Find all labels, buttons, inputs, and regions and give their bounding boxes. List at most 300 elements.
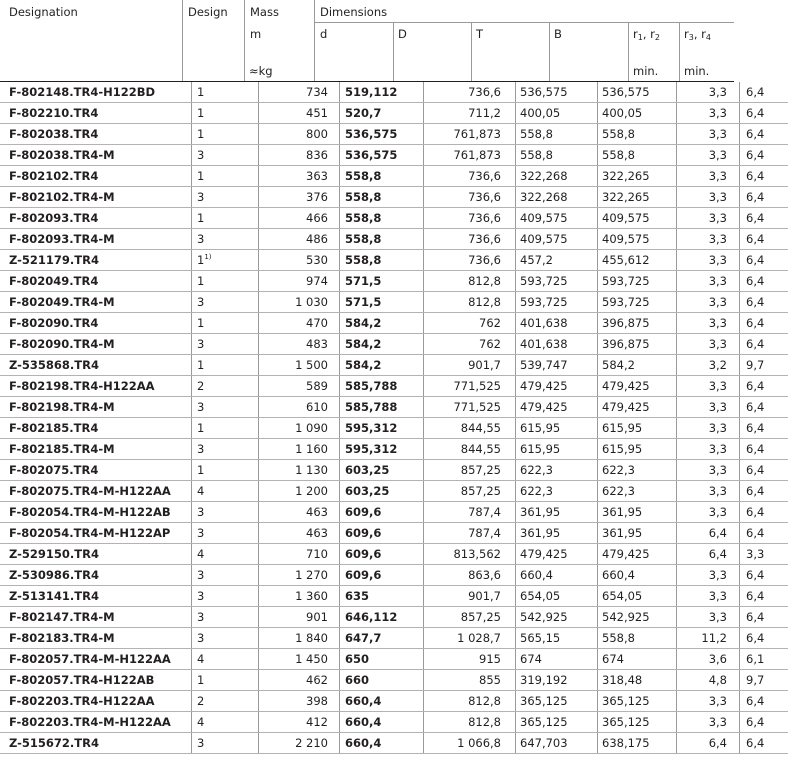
- bore-d-cell: 635: [340, 586, 424, 607]
- r1-r2-cell: 6,4: [677, 544, 740, 565]
- r1-r2-cell: 3,3: [677, 82, 740, 103]
- header-d: d: [320, 27, 328, 41]
- width-T-cell: 674: [516, 649, 598, 670]
- width-B-cell: 396,875: [598, 334, 677, 355]
- r1-r2-cell: 3,3: [677, 334, 740, 355]
- header-divider: [244, 0, 245, 82]
- design-cell: 4: [192, 649, 259, 670]
- designation-cell: F-802148.TR4-H122BD: [0, 82, 192, 103]
- r3-r4-cell: 6,4: [740, 418, 788, 439]
- mass-cell: 710: [259, 544, 340, 565]
- designation-cell: F-802102.TR4-M: [0, 187, 192, 208]
- width-T-cell: 479,425: [516, 544, 598, 565]
- outer-D-cell: 787,4: [424, 502, 516, 523]
- r1-r2-cell: 3,3: [677, 376, 740, 397]
- design-cell: 3: [192, 523, 259, 544]
- r1-r2-cell: 3,3: [677, 712, 740, 733]
- r1-r2-cell: 3,3: [677, 166, 740, 187]
- table-row: [0, 607, 788, 628]
- width-B-cell: 322,265: [598, 166, 677, 187]
- mass-cell: 463: [259, 523, 340, 544]
- designation-cell: F-802198.TR4-M: [0, 397, 192, 418]
- width-B-cell: 593,725: [598, 292, 677, 313]
- mass-cell: 800: [259, 124, 340, 145]
- designation-cell: F-802093.TR4: [0, 208, 192, 229]
- table-row: [0, 565, 788, 586]
- r1-r2-cell: 3,3: [677, 607, 740, 628]
- r3-r4-cell: 6,4: [740, 397, 788, 418]
- r1-r2-cell: 3,3: [677, 250, 740, 271]
- width-B-cell: 536,575: [598, 82, 677, 103]
- mass-cell: 1 840: [259, 628, 340, 649]
- mass-cell: 974: [259, 271, 340, 292]
- r3-r4-cell: 6,4: [740, 292, 788, 313]
- width-T-cell: 622,3: [516, 481, 598, 502]
- outer-D-cell: 787,4: [424, 523, 516, 544]
- design-cell: 1: [192, 460, 259, 481]
- r3-r4-cell: 6,4: [740, 586, 788, 607]
- width-T-cell: 322,268: [516, 187, 598, 208]
- width-B-cell: 542,925: [598, 607, 677, 628]
- design-cell: 1: [192, 208, 259, 229]
- designation-cell: F-802054.TR4-M-H122AP: [0, 523, 192, 544]
- bore-d-cell: 660,4: [340, 733, 424, 754]
- r1-r2-cell: 3,3: [677, 145, 740, 166]
- width-T-cell: 479,425: [516, 397, 598, 418]
- design-cell: 2: [192, 691, 259, 712]
- designation-cell: F-802185.TR4-M: [0, 439, 192, 460]
- bearing-table: [0, 82, 788, 754]
- design-cell: 1: [192, 82, 259, 103]
- width-B-cell: 622,3: [598, 481, 677, 502]
- r3-r4-cell: 6,4: [740, 229, 788, 250]
- outer-D-cell: 1 028,7: [424, 628, 516, 649]
- bore-d-cell: 603,25: [340, 460, 424, 481]
- designation-cell: Z-530986.TR4: [0, 565, 192, 586]
- r1-r2-cell: 3,6: [677, 649, 740, 670]
- designation-cell: F-802147.TR4-M: [0, 607, 192, 628]
- mass-cell: 610: [259, 397, 340, 418]
- design-cell: 1: [192, 166, 259, 187]
- designation-cell: F-802183.TR4-M: [0, 628, 192, 649]
- bore-d-cell: 585,788: [340, 376, 424, 397]
- mass-cell: 466: [259, 208, 340, 229]
- r1-r2-cell: 3,3: [677, 124, 740, 145]
- mass-cell: 1 130: [259, 460, 340, 481]
- width-B-cell: 361,95: [598, 523, 677, 544]
- width-T-cell: 539,747: [516, 355, 598, 376]
- width-B-cell: 584,2: [598, 355, 677, 376]
- bore-d-cell: 558,8: [340, 166, 424, 187]
- mass-cell: 2 210: [259, 733, 340, 754]
- r3-r4-cell: 6,4: [740, 187, 788, 208]
- width-T-cell: 536,575: [516, 82, 598, 103]
- r3-r4-cell: 6,4: [740, 103, 788, 124]
- table-row: [0, 397, 788, 418]
- table-row: [0, 250, 788, 271]
- mass-cell: 836: [259, 145, 340, 166]
- designation-cell: F-802049.TR4-M: [0, 292, 192, 313]
- header-design: Design: [188, 5, 228, 19]
- r3-r4-cell: 6,4: [740, 460, 788, 481]
- outer-D-cell: 812,8: [424, 271, 516, 292]
- header-B: B: [554, 27, 562, 41]
- r3-r4-cell: 6,4: [740, 439, 788, 460]
- r1-r2-cell: 3,3: [677, 208, 740, 229]
- width-B-cell: 638,175: [598, 733, 677, 754]
- r3-r4-cell: 6,4: [740, 565, 788, 586]
- dimensions-rule: [314, 22, 734, 23]
- table-row: [0, 208, 788, 229]
- outer-D-cell: 863,6: [424, 565, 516, 586]
- r3-r4-cell: 6,4: [740, 334, 788, 355]
- width-B-cell: 558,8: [598, 628, 677, 649]
- r3-r4-cell: 6,4: [740, 523, 788, 544]
- outer-D-cell: 901,7: [424, 586, 516, 607]
- width-B-cell: 593,725: [598, 271, 677, 292]
- table-row: [0, 712, 788, 733]
- width-T-cell: 479,425: [516, 376, 598, 397]
- outer-D-cell: 857,25: [424, 460, 516, 481]
- mass-cell: 1 030: [259, 292, 340, 313]
- bore-d-cell: 609,6: [340, 502, 424, 523]
- designation-cell: F-802210.TR4: [0, 103, 192, 124]
- r3-r4-cell: 6,4: [740, 208, 788, 229]
- r3-r4-cell: 6,4: [740, 145, 788, 166]
- width-T-cell: 558,8: [516, 145, 598, 166]
- outer-D-cell: 762: [424, 313, 516, 334]
- header-r3-r4: $r_3$, $r_4$: [684, 27, 711, 42]
- bore-d-cell: 609,6: [340, 523, 424, 544]
- bore-d-cell: 660,4: [340, 691, 424, 712]
- designation-cell: F-802185.TR4: [0, 418, 192, 439]
- width-B-cell: 318,48: [598, 670, 677, 691]
- bore-d-cell: 585,788: [340, 397, 424, 418]
- r3-r4-cell: 6,4: [740, 712, 788, 733]
- design-cell: 3: [192, 397, 259, 418]
- design-cell: 3: [192, 145, 259, 166]
- header-min-r12: min.: [633, 64, 659, 78]
- bore-d-cell: 584,2: [340, 313, 424, 334]
- r3-r4-cell: 6,4: [740, 502, 788, 523]
- r1-r2-cell: 3,3: [677, 691, 740, 712]
- r1-r2-cell: 3,2: [677, 355, 740, 376]
- width-B-cell: 396,875: [598, 313, 677, 334]
- bore-d-cell: 558,8: [340, 187, 424, 208]
- table-row: [0, 544, 788, 565]
- bore-d-cell: 571,5: [340, 271, 424, 292]
- table-row: [0, 586, 788, 607]
- r1-r2-cell: 3,3: [677, 313, 740, 334]
- outer-D-cell: 915: [424, 649, 516, 670]
- outer-D-cell: 736,6: [424, 82, 516, 103]
- mass-cell: 483: [259, 334, 340, 355]
- width-T-cell: 457,2: [516, 250, 598, 271]
- outer-D-cell: 761,873: [424, 124, 516, 145]
- outer-D-cell: 762: [424, 334, 516, 355]
- r1-r2-cell: 3,3: [677, 418, 740, 439]
- mass-cell: 734: [259, 82, 340, 103]
- width-B-cell: 479,425: [598, 544, 677, 565]
- r1-r2-cell: 3,3: [677, 481, 740, 502]
- outer-D-cell: 812,8: [424, 292, 516, 313]
- table-row: [0, 166, 788, 187]
- width-T-cell: 593,725: [516, 292, 598, 313]
- width-B-cell: 365,125: [598, 712, 677, 733]
- mass-cell: 462: [259, 670, 340, 691]
- outer-D-cell: 812,8: [424, 712, 516, 733]
- table-row: [0, 460, 788, 481]
- header-mass-symbol: m: [250, 27, 262, 41]
- designation-cell: F-802038.TR4-M: [0, 145, 192, 166]
- width-T-cell: 558,8: [516, 124, 598, 145]
- r1-r2-cell: 3,3: [677, 271, 740, 292]
- header-divider: [182, 0, 183, 82]
- width-B-cell: 615,95: [598, 418, 677, 439]
- outer-D-cell: 844,55: [424, 418, 516, 439]
- mass-cell: 451: [259, 103, 340, 124]
- design-cell: 3: [192, 628, 259, 649]
- table-row: [0, 376, 788, 397]
- r3-r4-cell: 6,4: [740, 82, 788, 103]
- design-cell: 3: [192, 733, 259, 754]
- bore-d-cell: 660: [340, 670, 424, 691]
- r1-r2-cell: 6,4: [677, 523, 740, 544]
- width-T-cell: 565,15: [516, 628, 598, 649]
- table-row: [0, 670, 788, 691]
- designation-cell: F-802093.TR4-M: [0, 229, 192, 250]
- bore-d-cell: 571,5: [340, 292, 424, 313]
- width-B-cell: 400,05: [598, 103, 677, 124]
- bore-d-cell: 558,8: [340, 250, 424, 271]
- table-body: [0, 82, 788, 754]
- table-row: [0, 418, 788, 439]
- mass-cell: 589: [259, 376, 340, 397]
- bore-d-cell: 609,6: [340, 544, 424, 565]
- footnote-marker: 1): [204, 253, 212, 261]
- table-row: [0, 733, 788, 754]
- table-row: [0, 103, 788, 124]
- r1-r2-cell: 3,3: [677, 397, 740, 418]
- outer-D-cell: 736,6: [424, 229, 516, 250]
- design-cell: 1: [192, 271, 259, 292]
- bore-d-cell: 519,112: [340, 82, 424, 103]
- design-cell: 1: [192, 418, 259, 439]
- mass-cell: 1 270: [259, 565, 340, 586]
- design-cell: 3: [192, 229, 259, 250]
- designation-cell: F-802075.TR4-M-H122AA: [0, 481, 192, 502]
- designation-cell: F-802057.TR4-H122AB: [0, 670, 192, 691]
- r1-r2-cell: 3,3: [677, 502, 740, 523]
- table-row: [0, 649, 788, 670]
- design-cell: 2: [192, 376, 259, 397]
- outer-D-cell: 855: [424, 670, 516, 691]
- table-header: [0, 0, 788, 82]
- header-T: T: [476, 27, 484, 41]
- width-B-cell: 654,05: [598, 586, 677, 607]
- design-cell: 1: [192, 103, 259, 124]
- header-divider: [314, 0, 315, 82]
- outer-D-cell: 736,6: [424, 187, 516, 208]
- mass-cell: 398: [259, 691, 340, 712]
- width-T-cell: 409,575: [516, 208, 598, 229]
- header-dimensions: Dimensions: [320, 5, 388, 19]
- width-B-cell: 361,95: [598, 502, 677, 523]
- bore-d-cell: 536,575: [340, 145, 424, 166]
- r1-r2-cell: 3,3: [677, 187, 740, 208]
- r3-r4-cell: 3,3: [740, 544, 788, 565]
- bore-d-cell: 603,25: [340, 481, 424, 502]
- design-cell: 3: [192, 187, 259, 208]
- table-row: [0, 292, 788, 313]
- width-B-cell: 479,425: [598, 376, 677, 397]
- mass-cell: 901: [259, 607, 340, 628]
- table-row: [0, 229, 788, 250]
- design-cell: 3: [192, 565, 259, 586]
- mass-cell: 1 450: [259, 649, 340, 670]
- bore-d-cell: 660,4: [340, 712, 424, 733]
- outer-D-cell: 901,7: [424, 355, 516, 376]
- table-row: [0, 145, 788, 166]
- designation-cell: F-802057.TR4-M-H122AA: [0, 649, 192, 670]
- bore-d-cell: 595,312: [340, 418, 424, 439]
- r1-r2-cell: 3,3: [677, 292, 740, 313]
- header-r1-r2: $r_1$, $r_2$: [633, 27, 660, 42]
- table-row: [0, 313, 788, 334]
- table-row: [0, 628, 788, 649]
- mass-cell: 412: [259, 712, 340, 733]
- bore-d-cell: 595,312: [340, 439, 424, 460]
- designation-cell: F-802090.TR4: [0, 313, 192, 334]
- design-cell: 1: [192, 313, 259, 334]
- width-T-cell: 400,05: [516, 103, 598, 124]
- r3-r4-cell: 6,1: [740, 649, 788, 670]
- width-T-cell: 647,703: [516, 733, 598, 754]
- mass-cell: 463: [259, 502, 340, 523]
- outer-D-cell: 761,873: [424, 145, 516, 166]
- width-T-cell: 319,192: [516, 670, 598, 691]
- design-cell: 3: [192, 292, 259, 313]
- outer-D-cell: 813,562: [424, 544, 516, 565]
- mass-cell: 470: [259, 313, 340, 334]
- width-T-cell: 322,268: [516, 166, 598, 187]
- outer-D-cell: 736,6: [424, 166, 516, 187]
- design-cell: 1: [192, 124, 259, 145]
- r3-r4-cell: 6,4: [740, 733, 788, 754]
- table-row: [0, 82, 788, 103]
- width-B-cell: 615,95: [598, 439, 677, 460]
- designation-cell: F-802075.TR4: [0, 460, 192, 481]
- width-T-cell: 401,638: [516, 313, 598, 334]
- designation-cell: F-802049.TR4: [0, 271, 192, 292]
- bore-d-cell: 584,2: [340, 334, 424, 355]
- width-T-cell: 401,638: [516, 334, 598, 355]
- r1-r2-cell: 3,3: [677, 229, 740, 250]
- designation-cell: Z-513141.TR4: [0, 586, 192, 607]
- width-T-cell: 409,575: [516, 229, 598, 250]
- bore-d-cell: 520,7: [340, 103, 424, 124]
- width-T-cell: 615,95: [516, 439, 598, 460]
- width-B-cell: 660,4: [598, 565, 677, 586]
- designation-cell: F-802203.TR4-H122AA: [0, 691, 192, 712]
- table-row: [0, 355, 788, 376]
- header-divider: [628, 22, 629, 82]
- table-row: [0, 502, 788, 523]
- r1-r2-cell: 3,3: [677, 586, 740, 607]
- width-T-cell: 365,125: [516, 712, 598, 733]
- outer-D-cell: 771,525: [424, 376, 516, 397]
- mass-cell: 1 160: [259, 439, 340, 460]
- table-row: [0, 523, 788, 544]
- design-cell: 1: [192, 670, 259, 691]
- outer-D-cell: 711,2: [424, 103, 516, 124]
- width-T-cell: 361,95: [516, 523, 598, 544]
- mass-cell: 1 090: [259, 418, 340, 439]
- outer-D-cell: 1 066,8: [424, 733, 516, 754]
- r3-r4-cell: 6,4: [740, 124, 788, 145]
- width-T-cell: 622,3: [516, 460, 598, 481]
- r1-r2-cell: 3,3: [677, 103, 740, 124]
- r1-r2-cell: 3,3: [677, 565, 740, 586]
- design-cell: 3: [192, 586, 259, 607]
- designation-cell: F-802198.TR4-H122AA: [0, 376, 192, 397]
- r3-r4-cell: 6,4: [740, 691, 788, 712]
- bore-d-cell: 650: [340, 649, 424, 670]
- design-cell: 1: [192, 355, 259, 376]
- outer-D-cell: 771,525: [424, 397, 516, 418]
- width-T-cell: 654,05: [516, 586, 598, 607]
- r1-r2-cell: 6,4: [677, 733, 740, 754]
- header-divider: [471, 22, 472, 82]
- mass-cell: 1 200: [259, 481, 340, 502]
- outer-D-cell: 812,8: [424, 691, 516, 712]
- width-T-cell: 361,95: [516, 502, 598, 523]
- designation-cell: F-802054.TR4-M-H122AB: [0, 502, 192, 523]
- table-row: [0, 271, 788, 292]
- table-row: [0, 334, 788, 355]
- table-row: [0, 124, 788, 145]
- table-row: [0, 481, 788, 502]
- mass-cell: 1 500: [259, 355, 340, 376]
- bore-d-cell: 609,6: [340, 565, 424, 586]
- width-B-cell: 409,575: [598, 208, 677, 229]
- width-B-cell: 322,265: [598, 187, 677, 208]
- bore-d-cell: 558,8: [340, 208, 424, 229]
- table-row: [0, 439, 788, 460]
- r3-r4-cell: 6,4: [740, 313, 788, 334]
- header-D: D: [398, 27, 407, 41]
- width-B-cell: 622,3: [598, 460, 677, 481]
- r1-r2-cell: 4,8: [677, 670, 740, 691]
- bore-d-cell: 558,8: [340, 229, 424, 250]
- r3-r4-cell: 6,4: [740, 250, 788, 271]
- header-mass-unit: ≈kg: [249, 64, 273, 78]
- r3-r4-cell: 6,4: [740, 376, 788, 397]
- design-cell: 3: [192, 334, 259, 355]
- width-T-cell: 660,4: [516, 565, 598, 586]
- table-row: [0, 187, 788, 208]
- bore-d-cell: 584,2: [340, 355, 424, 376]
- bore-d-cell: 647,7: [340, 628, 424, 649]
- header-divider: [393, 22, 394, 82]
- header-min-r34: min.: [684, 64, 710, 78]
- table-row: [0, 691, 788, 712]
- outer-D-cell: 844,55: [424, 439, 516, 460]
- width-B-cell: 365,125: [598, 691, 677, 712]
- design-cell: 1$^{1)}$: [192, 250, 259, 271]
- designation-cell: F-802090.TR4-M: [0, 334, 192, 355]
- width-B-cell: 479,425: [598, 397, 677, 418]
